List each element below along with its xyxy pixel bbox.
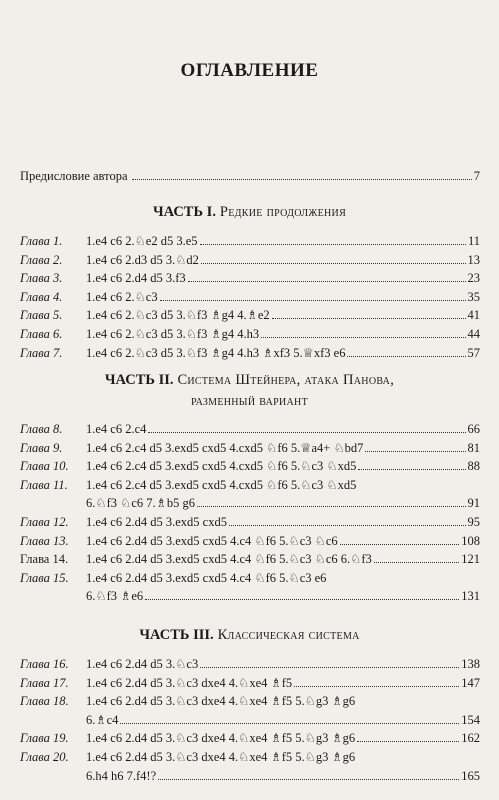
chapter-moves-continued: 6.♗c4 [86, 712, 119, 727]
chapter-label: Глава 20. [20, 749, 69, 764]
chapter-list [20, 655, 480, 785]
chapter-page: 66 [467, 422, 480, 436]
chapter-entry [20, 550, 480, 569]
chapter-entry-continuation [20, 711, 480, 730]
chapter-label: Глава 2. [20, 252, 63, 267]
chapter-label: Глава 19. [20, 731, 69, 746]
chapter-label: Глава 16. [20, 657, 69, 671]
chapter-page: 147 [461, 675, 480, 690]
part-number: ЧАСТЬ I. [152, 204, 216, 220]
chapter-label: Глава 11. [20, 477, 68, 492]
chapter-page: 35 [467, 289, 480, 304]
part-number: ЧАСТЬ III. [139, 627, 214, 643]
chapter-moves: 1.e4 c6 2.♘c3 d5 3.♘f3 ♗g4 4.h3 [86, 326, 260, 341]
chapter-label: Глава 10. [20, 459, 69, 474]
leader-dots [340, 544, 460, 545]
chapter-moves: 1.e4 c6 2.d4 d5 3.f3 [86, 271, 186, 286]
chapter-label: Глава 6. [20, 326, 63, 341]
leader-dots [145, 599, 459, 600]
chapter-entry-continuation [20, 767, 480, 786]
chapter-page: 44 [467, 326, 480, 341]
chapter-page: 91 [467, 496, 480, 511]
chapter-entry [20, 325, 480, 344]
part-title: Редкие продолжения [215, 204, 347, 220]
chapter-label: Глава 4. [20, 289, 63, 304]
chapter-page: 23 [467, 271, 480, 286]
chapter-entry [20, 288, 480, 307]
chapter-entry [20, 439, 480, 458]
preface-label: Предисловие автора [20, 169, 128, 183]
chapter-entry [20, 513, 480, 532]
chapter-moves: 1.e4 c6 2.d4 d5 3.♘c3 dxe4 4.♘xe4 ♗f5 [86, 675, 293, 690]
chapter-label: Глава 17. [20, 675, 69, 690]
leader-dots [148, 432, 465, 433]
chapter-entry [20, 692, 480, 711]
part-title-line2: разменный вариант [191, 393, 308, 409]
chapter-label: Глава 5. [20, 308, 63, 323]
chapter-entry [20, 655, 480, 674]
leader-dots [272, 318, 466, 319]
leader-dots [374, 562, 460, 563]
leader-dots [120, 723, 459, 724]
chapter-moves: 1.e4 c6 2.d4 d5 3.♘c3 dxe4 4.♘xe4 ♗f5 5.♘g3 ♗g6 [86, 694, 356, 709]
chapter-entry [20, 674, 480, 693]
chapter-entry [20, 232, 480, 251]
chapter-moves: 1.e4 c6 2.d4 d5 3.♘c3 dxe4 4.♘xe4 ♗f5 5.♘g3 ♗g6 [86, 731, 356, 746]
part-heading [0, 625, 499, 646]
chapter-entry [20, 729, 480, 748]
chapter-page: 108 [461, 533, 480, 548]
chapter-moves: 1.e4 c6 2.c4 d5 3.exd5 cxd5 4.cxd5 ♘f6 5.♘c3 ♘xd5 [86, 459, 357, 474]
chapter-page: 11 [467, 234, 480, 248]
chapter-page: 13 [467, 252, 480, 267]
chapter-entry [20, 476, 480, 495]
part-number: ЧАСТЬ II. [104, 372, 174, 388]
chapter-label: Глава 7. [20, 345, 63, 360]
chapter-entry [20, 748, 480, 767]
chapter-entry [20, 420, 480, 439]
chapter-moves: 1.e4 c6 2.c4 d5 3.exd5 cxd5 4.cxd5 ♘f6 5.♘c3 ♘xd5 [86, 477, 357, 492]
chapter-label: Глава 12. [20, 514, 69, 529]
chapter-entry-continuation [20, 587, 480, 606]
chapter-moves: 1.e4 c6 2.♘c3 d5 3.♘f3 ♗g4 4.h3 ♗xf3 5.♕xf3 e6 [86, 345, 346, 360]
leader-dots [358, 469, 465, 470]
chapter-page: 95 [467, 514, 480, 529]
chapter-entry [20, 532, 480, 551]
page-title: ОГЛАВЛЕНИЕ [180, 60, 319, 81]
chapter-page: 162 [461, 731, 480, 746]
preface-page: 7 [473, 169, 480, 183]
chapter-entry-continuation [20, 494, 480, 513]
preface-entry [20, 169, 480, 184]
part-heading [0, 370, 499, 412]
leader-dots [201, 263, 466, 264]
chapter-label: Глава 18. [20, 694, 69, 709]
chapter-moves: 1.e4 c6 2.c4 d5 3.exd5 cxd5 4.cxd5 ♘f6 5.♕a4+ ♘bd7 [86, 440, 364, 455]
chapter-moves: 1.e4 c6 2.d4 d5 3.exd5 cxd5 4.c4 ♘f6 5.♘c3 ♘c6 [86, 533, 338, 548]
chapter-page: 131 [461, 589, 480, 604]
chapter-entry [20, 569, 480, 588]
chapter-page: 81 [467, 440, 480, 455]
chapter-page: 88 [467, 459, 480, 474]
part-title: Система Штейнера, атака Панова, [173, 372, 395, 388]
leader-dots [132, 179, 472, 180]
chapter-entry [20, 457, 480, 476]
chapter-moves: 1.e4 c6 2.d3 d5 3.♘d2 [86, 252, 199, 267]
leader-dots [347, 356, 465, 357]
part-title: Классическая система [213, 627, 360, 643]
chapter-page: 165 [461, 768, 480, 783]
chapter-label: Глава 15. [20, 570, 69, 585]
chapter-entry [20, 251, 480, 270]
chapter-moves: 1.e4 c6 2.d4 d5 3.exd5 cxd5 4.c4 ♘f6 5.♘c3 ♘c6 6.♘f3 [86, 552, 372, 567]
chapter-entry [20, 269, 480, 288]
chapter-label: Глава 13. [20, 533, 69, 548]
chapter-moves: 1.e4 c6 2.c4 [86, 422, 147, 436]
chapter-moves: 1.e4 c6 2.d4 d5 3.exd5 cxd5 [86, 514, 227, 529]
leader-dots [261, 337, 465, 338]
leader-dots [188, 281, 466, 282]
chapter-moves-continued: 6.h4 h6 7.f4!? [86, 768, 157, 783]
leader-dots [365, 451, 465, 452]
chapter-label: Глава 9. [20, 440, 63, 455]
leader-dots [160, 300, 466, 301]
leader-dots [200, 244, 466, 245]
chapter-page: 57 [467, 345, 480, 360]
leader-dots [357, 741, 459, 742]
chapter-moves: 1.e4 c6 2.d4 d5 3.♘c3 [86, 657, 199, 671]
leader-dots [200, 667, 459, 668]
chapter-label: Глава 3. [20, 271, 63, 286]
chapter-entry [20, 344, 480, 363]
leader-dots [158, 779, 459, 780]
chapter-moves: 1.e4 c6 2.♘c3 d5 3.♘f3 ♗g4 4.♗e2 [86, 308, 270, 323]
chapter-moves: 1.e4 c6 2.♘e2 d5 3.e5 [86, 234, 198, 248]
chapter-label: Глава 8. [20, 422, 63, 436]
chapter-moves: 1.e4 c6 2.♘c3 [86, 289, 158, 304]
part-heading [0, 202, 499, 223]
chapter-page: 138 [461, 657, 480, 671]
chapter-label: Глава 14. [20, 552, 69, 567]
chapter-page: 41 [467, 308, 480, 323]
chapter-page: 154 [461, 712, 480, 727]
leader-dots [229, 525, 466, 526]
chapter-moves-continued: 6.♘f3 ♗e6 [86, 589, 144, 604]
chapter-label: Глава 1. [20, 234, 63, 248]
chapter-entry [20, 306, 480, 325]
chapter-moves: 1.e4 c6 2.d4 d5 3.♘c3 dxe4 4.♘xe4 ♗f5 5.♘g3 ♗g6 [86, 749, 356, 764]
chapter-moves: 1.e4 c6 2.d4 d5 3.exd5 cxd5 4.c4 ♘f6 5.♘c3 e6 [86, 570, 327, 585]
chapter-list [20, 232, 480, 362]
chapter-page: 121 [461, 552, 480, 567]
chapter-list [20, 420, 480, 606]
chapter-moves-continued: 6.♘f3 ♘c6 7.♗b5 g6 [86, 496, 195, 511]
leader-dots [294, 686, 459, 687]
leader-dots [197, 506, 466, 507]
